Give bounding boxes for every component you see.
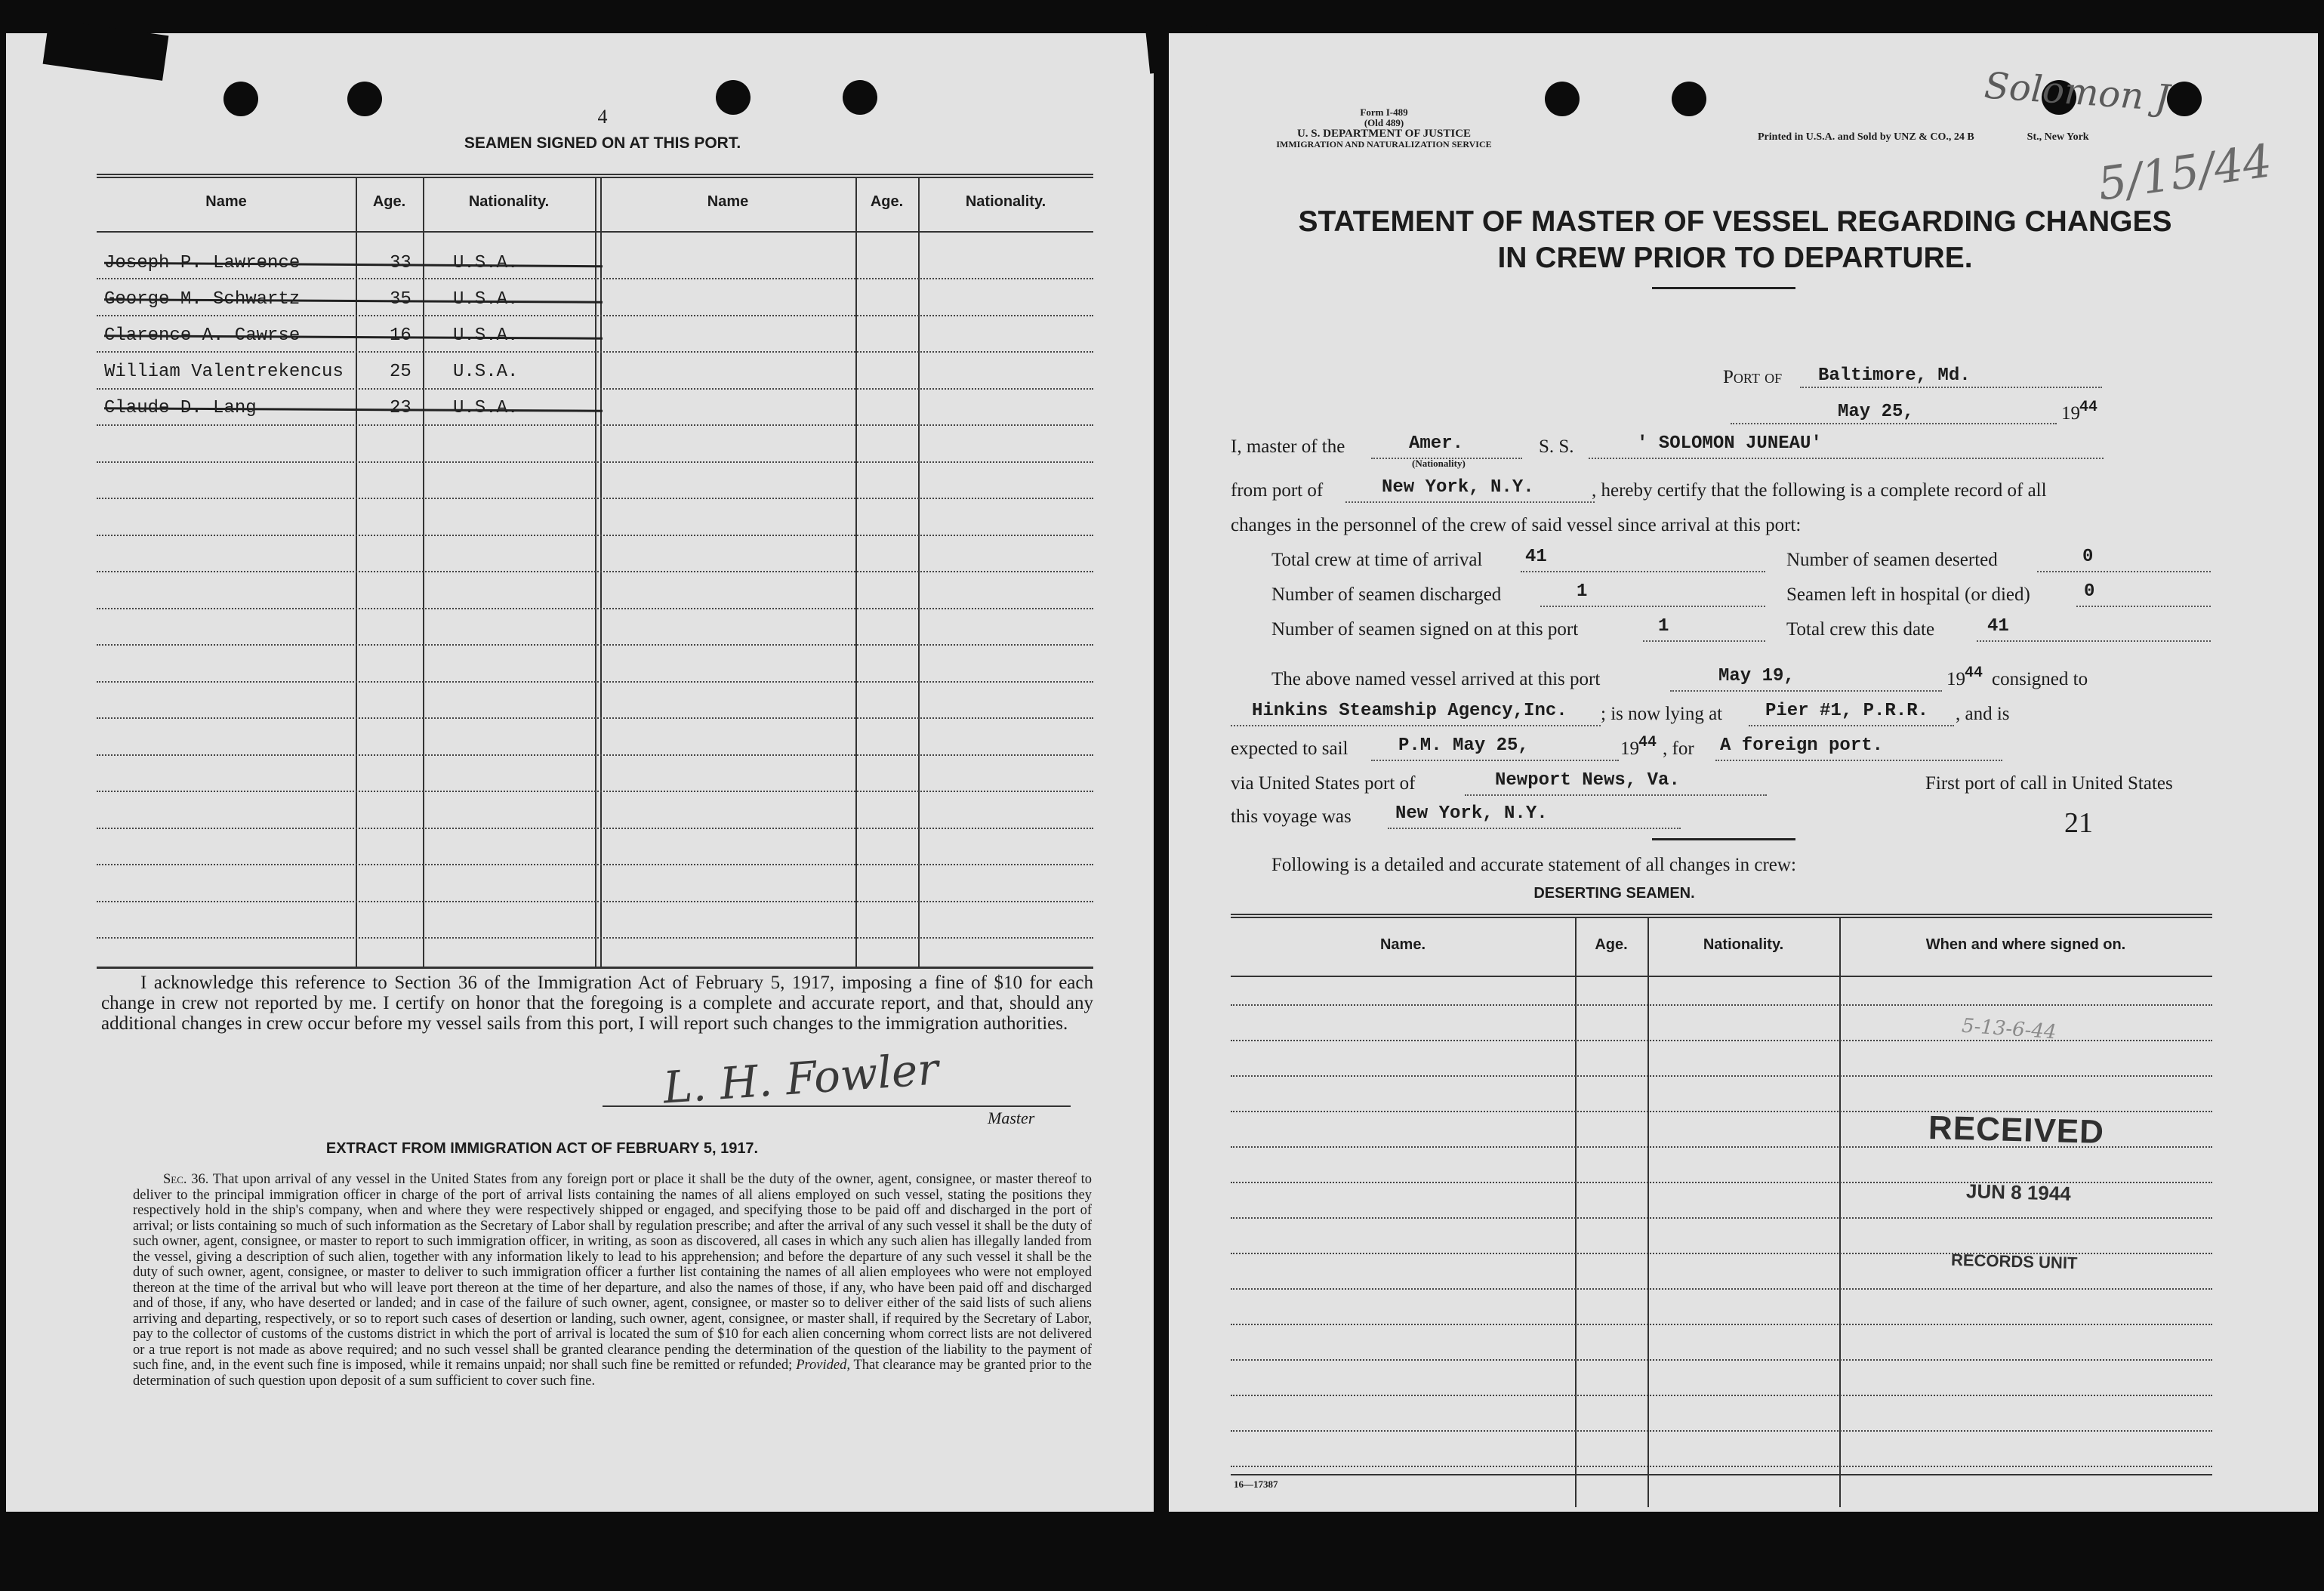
from-port-underline (1345, 501, 1595, 503)
page-marker: 21 (2064, 807, 2093, 839)
crew-age: 33 (390, 253, 411, 273)
ruling-line (97, 717, 1093, 719)
lying-label: ; is now lying at (1601, 704, 1723, 724)
ruling-line (97, 754, 1093, 756)
discharged-value: 1 (1577, 581, 1588, 602)
master-label: Master (988, 1108, 1035, 1127)
faint-pencil-note: 5-13-6-44 (1961, 1014, 2057, 1044)
stat-underline (1977, 640, 2211, 642)
table-row (104, 251, 678, 276)
col-nationality: Nationality. (468, 193, 550, 210)
total-date-label: Total crew this date (1786, 619, 1935, 640)
acknowledgment-text: I acknowledge this reference to Section 36 of the Immigration Act of February 5, 1917, imposing a fine of $10 for each change in crew not reported by me. I certify on honor that the foregoing is a complete and accurate report, and that, should any additional changes in crew occur before my vessel sails from this port, I will report such changes to the immigration authorities. (101, 973, 1093, 1034)
crew-age: 35 (390, 289, 411, 310)
master-label: I, master of the (1231, 436, 1345, 457)
punch-hole (716, 80, 751, 115)
ruling-line (97, 461, 1093, 463)
extract-body (133, 1172, 1092, 1389)
crew-nationality: U.S.A. (453, 289, 519, 310)
punch-hole (843, 80, 877, 115)
form-number: Form I-489 (1360, 106, 1408, 118)
section-rule (1652, 838, 1795, 840)
extract-tail: That clearance may be granted prior to the determination of such question upon deposit of a sum sufficient to cover such fine. (133, 1358, 1093, 1389)
received-stamp-date: JUN 8 1944 (1965, 1179, 2072, 1205)
signed-on-table (97, 174, 1093, 969)
title-line-1: STATEMENT OF MASTER OF VESSEL REGARDING CHANGES (1298, 205, 2172, 238)
expected-year-prefix: 19 (1620, 738, 1639, 759)
handwritten-date: 5/15/44 (2094, 134, 2276, 211)
title-line-2: IN CREW PRIOR TO DEPARTURE. (1497, 242, 1973, 274)
arrived-year-prefix: 19 (1946, 669, 1965, 689)
crew-name: William Valentrekencus (104, 362, 344, 382)
crew-name: Clarence A. Cawrse (104, 325, 301, 346)
date-underline (1731, 423, 2057, 424)
deserting-title: DESERTING SEAMEN. (1533, 885, 1695, 902)
title-rule (1652, 287, 1795, 289)
footer-rule (1231, 1474, 2212, 1475)
ruling-line (1231, 1004, 2212, 1006)
punch-hole (223, 82, 258, 116)
discharged-label: Number of seamen discharged (1271, 584, 1502, 605)
table-row (104, 323, 678, 349)
records-unit-stamp: RECORDS UNIT (1950, 1250, 2078, 1273)
arrived-year: 44 (1965, 664, 1983, 682)
col-name-2: Name (707, 193, 749, 210)
ruling-line (97, 644, 1093, 646)
destination-underline (1715, 760, 2002, 761)
printer-tail: St., New York (2027, 131, 2089, 143)
ruling-line (1231, 1395, 2212, 1396)
destination-value: A foreign port. (1720, 735, 1884, 756)
consigned-label: consigned to (1992, 669, 2088, 689)
hospital-label: Seamen left in hospital (or died) (1786, 584, 2030, 605)
arrived-value: May 19, (1718, 666, 1795, 686)
ruling-line (97, 901, 1093, 902)
lying-value: Pier #1, P.R.R. (1765, 701, 1929, 721)
certify-text: , hereby certify that the following is a complete record of all (1592, 480, 2047, 501)
expected-value: P.M. May 25, (1398, 735, 1529, 756)
vessel-underline (1589, 458, 2104, 459)
ruling-line (97, 315, 1093, 316)
crew-nationality: U.S.A. (453, 325, 519, 346)
ruling-line (1231, 1288, 2212, 1290)
footer-code: 16—17387 (1234, 1478, 1278, 1490)
signed-value: 1 (1658, 616, 1669, 637)
printer-credit (1758, 131, 2089, 143)
port-label: Port of (1723, 367, 1783, 387)
stat-underline (1643, 640, 1765, 642)
received-stamp: RECEIVED (1928, 1108, 2105, 1152)
first-port-label: First port of call in United States (1925, 773, 2173, 794)
ruling-line (1231, 1040, 2212, 1041)
ruling-line (1231, 1324, 2212, 1325)
punch-hole (2167, 82, 2202, 116)
section-title: SEAMEN SIGNED ON AT THIS PORT. (464, 134, 741, 152)
stat-underline (1540, 606, 1765, 607)
via-underline (1465, 794, 1767, 796)
ruling-line (97, 608, 1093, 609)
crew-name: Claude D. Lang (104, 398, 257, 418)
form-header (1252, 107, 1516, 150)
service: IMMIGRATION AND NATURALIZATION SERVICE (1276, 139, 1492, 150)
ruling-line (97, 424, 1093, 426)
arrived-underline (1670, 690, 1942, 692)
date-year-prefix: 19 (2061, 403, 2080, 424)
left-page (6, 33, 1154, 1512)
ruling-line (97, 571, 1093, 572)
crew-age: 16 (390, 325, 411, 346)
stat-underline (1521, 571, 1765, 572)
ruling-line (97, 388, 1093, 390)
total-arrival-label: Total crew at time of arrival (1271, 550, 1483, 570)
nationality-value: Amer. (1409, 433, 1464, 454)
page-number: 4 (597, 106, 608, 128)
col-nationality-2: Nationality. (965, 193, 1046, 210)
ruling-line (97, 791, 1093, 792)
and-is-text: , and is (1956, 704, 2010, 724)
expected-underline (1371, 760, 1619, 761)
form-old-number: (Old 489) (1364, 117, 1404, 128)
punch-hole (347, 82, 382, 116)
nationality-caption: (Nationality) (1412, 458, 1466, 469)
extract-provided: Provided, (796, 1358, 850, 1373)
ruling-line (1231, 1075, 2212, 1077)
ruling-line (97, 864, 1093, 865)
first-port-underline (1388, 828, 1681, 829)
ruling-line (97, 535, 1093, 536)
punch-hole (1672, 82, 1706, 116)
col-desert-signed: When and where signed on. (1925, 936, 2126, 953)
expected-year: 44 (1638, 734, 1657, 751)
ruling-line (97, 828, 1093, 829)
consignee-value: Hinkins Steamship Agency,Inc. (1252, 701, 1567, 721)
crew-name: George M. Schwartz (104, 289, 301, 310)
ruling-line (97, 681, 1093, 683)
date-value: May 25, (1838, 402, 1914, 422)
port-underline (1800, 387, 2102, 388)
ruling-line (1231, 1217, 2212, 1219)
printer-text: Printed in U.S.A. and Sold by UNZ & CO., 24 B (1758, 131, 1974, 143)
right-page (1169, 33, 2318, 1512)
first-port-value: New York, N.Y. (1395, 803, 1548, 824)
crew-nationality: U.S.A. (453, 398, 519, 418)
handwritten-vessel-name: Solomon J (1983, 64, 2171, 120)
col-age: Age. (372, 193, 406, 210)
form-title (1184, 204, 2286, 276)
date-year: 44 (2079, 399, 2098, 416)
from-port-value: New York, N.Y. (1382, 477, 1534, 498)
signed-label: Number of seamen signed on at this port (1271, 619, 1579, 640)
vessel-name: ' SOLOMON JUNEAU' (1637, 433, 1822, 454)
stat-underline (2037, 571, 2211, 572)
arrived-label: The above named vessel arrived at this port (1271, 669, 1601, 689)
lying-underline (1749, 725, 1954, 726)
master-signature: L. H. Fowler (661, 1043, 941, 1114)
for-label: , for (1663, 738, 1694, 759)
via-value: Newport News, Va. (1495, 770, 1680, 791)
total-arrival-value: 41 (1525, 547, 1547, 567)
ruling-line (97, 937, 1093, 939)
from-port-label: from port of (1231, 480, 1324, 501)
ruling-line (1231, 1466, 2212, 1467)
department: U. S. DEPARTMENT OF JUSTICE (1296, 128, 1472, 140)
ruling-line (1231, 1359, 2212, 1361)
crew-age: 23 (390, 398, 411, 418)
port-value: Baltimore, Md. (1818, 365, 1971, 386)
table-row (104, 359, 678, 385)
crew-nationality: U.S.A. (453, 362, 519, 382)
hospital-value: 0 (2084, 581, 2095, 602)
via-label: via United States port of (1231, 773, 1416, 794)
col-desert-name: Name. (1379, 936, 1426, 953)
ruling-line (97, 278, 1093, 279)
col-age-2: Age. (870, 193, 904, 210)
ruling-line (1231, 1430, 2212, 1432)
ss-label: S. S. (1539, 436, 1574, 457)
table-row (104, 287, 678, 313)
stat-underline (2076, 606, 2211, 607)
expected-label: expected to sail (1231, 738, 1348, 759)
punch-hole (1545, 82, 1580, 116)
ruling-line (97, 498, 1093, 499)
col-name: Name (205, 193, 247, 210)
following-text: Following is a detailed and accurate statement of all changes in crew: (1271, 855, 1796, 875)
deserted-label: Number of seamen deserted (1786, 550, 1998, 570)
col-desert-nationality: Nationality. (1703, 936, 1784, 953)
deserted-value: 0 (2082, 547, 2094, 567)
this-voyage-label: this voyage was (1231, 806, 1352, 827)
crew-name: Joseph P. Lawrence (104, 253, 301, 273)
extract-title: EXTRACT FROM IMMIGRATION ACT OF FEBRUARY 5, 1917. (325, 1140, 759, 1157)
total-date-value: 41 (1987, 616, 2009, 637)
table-row (104, 396, 678, 421)
consignee-underline (1231, 725, 1601, 726)
changes-text: changes in the personnel of the crew of said vessel since arrival at this port: (1231, 515, 1802, 535)
crew-nationality: U.S.A. (453, 253, 519, 273)
deserting-table (1231, 914, 2212, 1507)
extract-section: Sec. 36. (163, 1172, 209, 1187)
extract-text: That upon arrival of any vessel in the United States from any foreign port or place it shall be the duty of the owner, agent, consignee, or master thereof to deliver to the principal immigration officer in charge of the port of arrival lists containing the names of all aliens employed on such vessel, stating the positions they respectively hold in the ship's company, when and where they were respectively shipped or engaged, and specifying those to be paid off and discharged in the port of arrival; or lists containing so much of such information as the Secretary of Labor shall by regulation prescribe; and after the arrival of any such vessel it shall be the duty of such owner, agent, consignee, or master to report to such immigration officer, in writing, as soon as discovered, all cases in which any such alien has illegally landed from the vessel, giving a description of such alien, together with any information likely to lead to his apprehension; and before the departure of any such vessel it shall be the duty of such owner, agent, consignee, or master to deliver to such immigration officer a further list containing the names of all alien employees who were not employed thereon at the time of the arrival but who will leave port thereon at the time of her departure, and also the names of those, if any, who have been paid off and discharged and of those, if any, who have deserted or landed; and in case of the failure of such owner, agent, consignee, or master so to deliver either of the said lists of such aliens arriving and departing, respectively, or so to report such cases of desertion or landing, such owner, agent, consignee, or master shall, if required by the Secretary of Labor, pay to the collector of customs of the customs district in which the port of arrival is located the sum of $10 for each alien concerning whom correct lists are not delivered or a true report is not made as above required; and no such vessel shall be granted clearance pending the determination of the question of the liability to the payment of such fine, and, in the event such fine is imposed, while it remains unpaid; nor shall such fine be remitted or refunded; (133, 1172, 1093, 1373)
crew-age: 25 (390, 362, 411, 382)
ruling-line (97, 351, 1093, 353)
col-desert-age: Age. (1595, 936, 1628, 953)
